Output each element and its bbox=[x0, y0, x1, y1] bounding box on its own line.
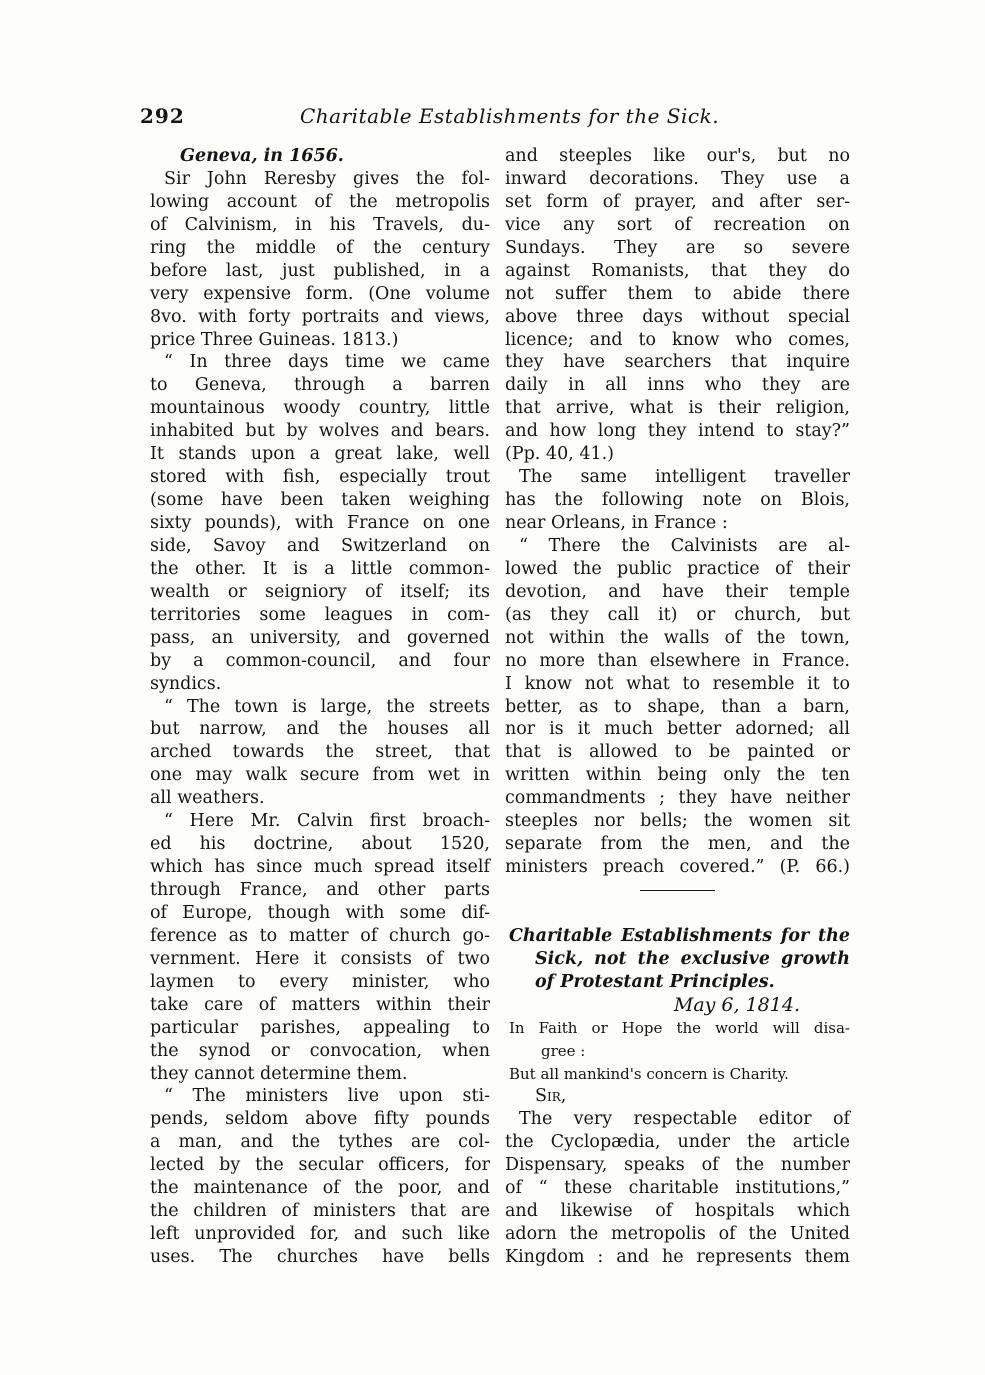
section-divider-rule bbox=[505, 879, 850, 902]
text-line: pends, seldom above fifty pounds bbox=[150, 1109, 490, 1130]
text-line: to Geneva, through a barren bbox=[150, 375, 490, 396]
text-line: the Cyclopædia, under the article bbox=[505, 1132, 850, 1153]
page-number: 292 bbox=[140, 104, 185, 128]
text-line: has the following note on Blois, bbox=[505, 490, 850, 511]
text-line: territories some leagues in com- bbox=[150, 604, 490, 625]
text-line: The same intelligent traveller bbox=[519, 467, 850, 488]
text-line: “ There the Calvinists are al- bbox=[519, 535, 850, 556]
text-line: 8vo. with forty portraits and views, bbox=[150, 306, 490, 327]
text-line: better, as to shape, than a barn, bbox=[505, 696, 850, 717]
text-line: lowing account of the metropolis bbox=[150, 191, 490, 212]
text-line: the maintenance of the poor, and bbox=[150, 1178, 490, 1199]
text-line: May 6, 1814. bbox=[673, 993, 800, 1016]
text-line: adorn the metropolis of the United bbox=[505, 1224, 850, 1245]
text-line: “ The ministers live upon sti- bbox=[164, 1086, 490, 1107]
text-line: lected by the secular officers, for bbox=[150, 1155, 490, 1176]
text-line: written within being only the ten bbox=[505, 765, 850, 786]
text-line: (Pp. 40, 41.) bbox=[505, 444, 614, 465]
left-text-column bbox=[150, 145, 490, 1269]
text-line: the other. It is a little common- bbox=[150, 558, 490, 579]
text-line: vernment. Here it consists of two bbox=[150, 948, 490, 969]
text-line: In Faith or Hope the world will disa- bbox=[509, 1018, 850, 1037]
text-line: lowed the public practice of their bbox=[505, 558, 850, 579]
text-line: arched towards the street, that bbox=[150, 742, 490, 763]
text-line: commandments ; they have neither bbox=[505, 788, 850, 809]
text-line: steeples nor bells; the women sit bbox=[505, 811, 850, 832]
text-line: not within the walls of the town, bbox=[505, 627, 850, 648]
text-line: before last, just published, in a bbox=[150, 260, 490, 281]
text-line: set form of prayer, and after ser- bbox=[505, 191, 850, 212]
text-line: of Protestant Principles. bbox=[535, 971, 775, 992]
text-line: Geneva, in 1656. bbox=[180, 146, 344, 166]
text-line: Sundays. They are so severe bbox=[505, 237, 850, 258]
text-line: “ In three days time we came bbox=[164, 352, 490, 373]
text-line: devotion, and have their temple bbox=[505, 581, 850, 602]
blank-line bbox=[505, 902, 850, 925]
text-line: that is allowed to be painted or bbox=[505, 742, 850, 763]
text-line: but narrow, and the houses all bbox=[150, 719, 490, 740]
text-line: ministers preach covered.” (P. 66.) bbox=[505, 857, 850, 878]
text-line: particular parishes, appealing to bbox=[150, 1017, 490, 1038]
text-line: gree : bbox=[541, 1041, 586, 1060]
text-line: the synod or convocation, when bbox=[150, 1040, 490, 1061]
text-line: The very respectable editor of bbox=[519, 1109, 850, 1130]
text-line: not suffer them to abide there bbox=[505, 283, 850, 304]
text-line: laymen to every minister, who bbox=[150, 971, 490, 992]
text-line: Sir, bbox=[535, 1086, 567, 1107]
text-line: ed his doctrine, about 1520, bbox=[150, 834, 490, 855]
text-line: above three days without special bbox=[505, 306, 850, 327]
text-line: all weathers. bbox=[150, 788, 265, 809]
text-line: sixty pounds), with France on one bbox=[150, 513, 490, 533]
text-line: near Orleans, in France : bbox=[505, 513, 728, 533]
text-line: a man, and the tythes are col- bbox=[150, 1132, 490, 1153]
text-line: nor is it much better adorned; all bbox=[505, 719, 850, 740]
page-header bbox=[140, 104, 860, 134]
text-line: (some have been taken weighing bbox=[150, 490, 490, 511]
text-line: the children of ministers that are bbox=[150, 1201, 490, 1222]
text-line: vice any sort of recreation on bbox=[505, 214, 850, 235]
text-line: mountainous woody country, little bbox=[150, 398, 490, 419]
text-line: “ Here Mr. Calvin first broach- bbox=[164, 811, 490, 832]
text-line: price Three Guineas. 1813.) bbox=[150, 329, 399, 350]
text-line: Dispensary, speaks of the number bbox=[505, 1155, 850, 1176]
text-line: But all mankind's concern is Charity. bbox=[509, 1064, 789, 1083]
text-line: through France, and other parts bbox=[150, 880, 490, 900]
text-line: very expensive form. (One volume bbox=[150, 283, 490, 304]
text-line: no more than elsewhere in France. bbox=[505, 650, 850, 671]
text-line: daily in all inns who they are bbox=[505, 375, 850, 396]
text-line: Sir John Reresby gives the fol- bbox=[164, 168, 490, 189]
text-line: by a common-council, and four bbox=[150, 650, 490, 671]
text-line: of Europe, though with some dif- bbox=[150, 902, 490, 923]
running-title: Charitable Establishments for the Sick. bbox=[300, 104, 720, 128]
text-line: licence; and to know who comes, bbox=[505, 329, 850, 350]
text-line: wealth or seigniory of itself; its bbox=[150, 581, 490, 602]
text-line: take care of matters within their bbox=[150, 994, 490, 1015]
text-line: I know not what to resemble it to bbox=[505, 673, 850, 694]
text-line: one may walk secure from wet in bbox=[150, 765, 490, 786]
text-line: ference as to matter of church go- bbox=[150, 925, 490, 946]
text-line: of “ these charitable institutions,” bbox=[505, 1178, 850, 1199]
text-line: and steeples like our's, but no bbox=[505, 146, 850, 166]
text-line: of Calvinism, in his Travels, du- bbox=[150, 214, 490, 235]
text-line: Charitable Establishments for the bbox=[509, 925, 850, 946]
text-line: (as they call it) or church, but bbox=[505, 604, 850, 625]
text-line: It stands upon a great lake, well bbox=[150, 444, 490, 465]
text-line: which has since much spread itself bbox=[150, 857, 490, 878]
text-line: against Romanists, that they do bbox=[505, 260, 850, 281]
text-line: and how long they intend to stay?” bbox=[505, 421, 850, 442]
text-line: left unprovided for, and such like bbox=[150, 1224, 490, 1245]
text-line: stored with fish, especially trout bbox=[150, 467, 490, 488]
text-line: and likewise of hospitals which bbox=[505, 1201, 850, 1222]
right-text-column bbox=[505, 145, 850, 1269]
text-line: separate from the men, and the bbox=[505, 834, 850, 855]
text-line: inward decorations. They use a bbox=[505, 168, 850, 189]
text-line: pass, an university, and governed bbox=[150, 627, 490, 648]
text-line: inhabited but by wolves and bears. bbox=[150, 421, 490, 442]
text-line: they cannot determine them. bbox=[150, 1063, 408, 1084]
text-line: syndics. bbox=[150, 673, 222, 694]
text-line: uses. The churches have bells bbox=[150, 1247, 490, 1267]
text-line: ring the middle of the century bbox=[150, 237, 490, 258]
text-line: they have searchers that inquire bbox=[505, 352, 850, 373]
text-line: “ The town is large, the streets bbox=[164, 696, 490, 717]
text-line: side, Savoy and Switzerland on bbox=[150, 535, 490, 556]
text-line: that arrive, what is their religion, bbox=[505, 398, 850, 419]
text-line: Kingdom : and he represents them bbox=[505, 1247, 850, 1267]
text-line: Sick, not the exclusive growth bbox=[535, 948, 850, 969]
